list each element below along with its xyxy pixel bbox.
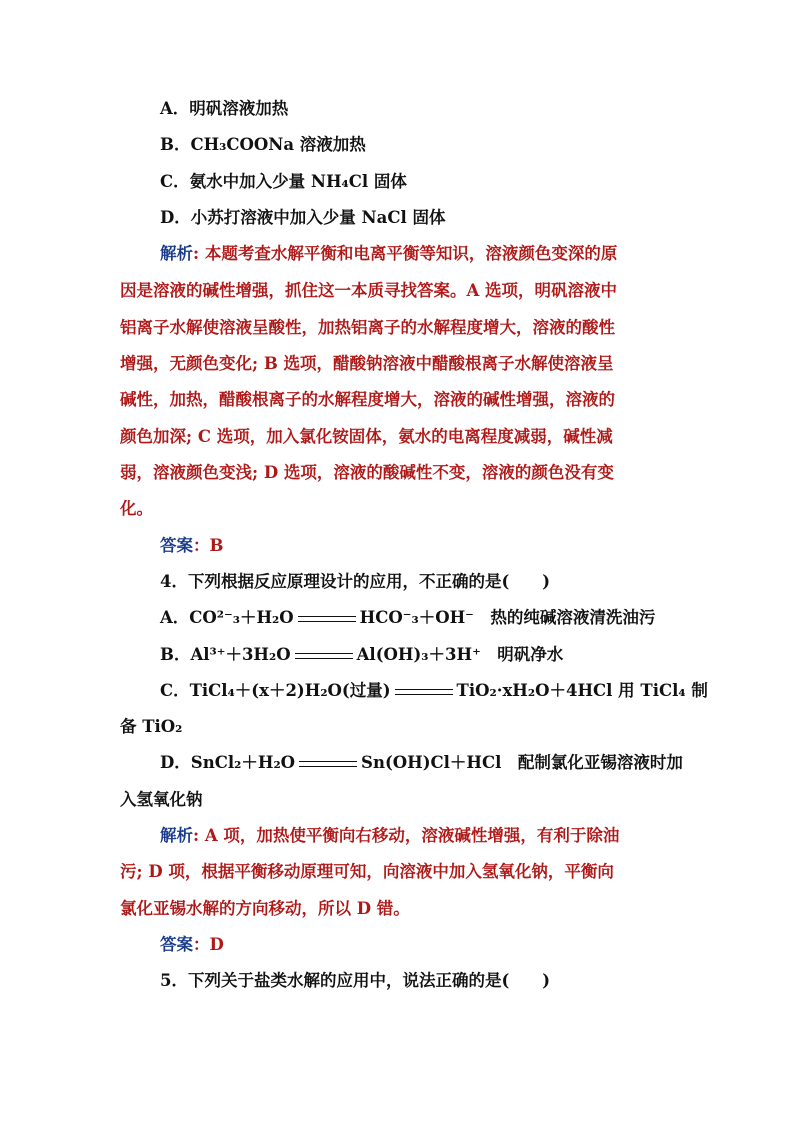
q3-option-d: D．小苏打溶液中加入少量 NaCl 固体 [160, 208, 446, 227]
q3-analysis-line-1: 解析: 本题考查水解平衡和电离平衡等知识，溶液颜色变深的原 [160, 244, 618, 263]
q3-analysis-line-2: 因是溶液的碱性增强，抓住这一本质寻找答案。A 选项，明矾溶液中 [120, 281, 618, 300]
q4-stem: 4．下列根据反应原理设计的应用，不正确的是( ) [160, 572, 551, 591]
q3-option-c: C．氨水中加入少量 NH₄Cl 固体 [160, 172, 407, 191]
q3-analysis-line-8: 化。 [120, 499, 153, 518]
equilibrium-arrow-icon [299, 759, 357, 769]
q4-analysis-line-3: 氯化亚锡水解的方向移动，所以 D 错。 [120, 899, 410, 918]
q4-option-d: D．SnCl₂＋H₂O Sn(OH)Cl＋HCl 配制氯化亚锡溶液时加 [160, 753, 683, 772]
answer-label: 答案 [160, 536, 193, 555]
q3-analysis-line-5: 碱性，加热，醋酸根离子的水解程度增大，溶液的碱性增强，溶液的 [120, 390, 615, 409]
analysis-label: 解析 [160, 826, 193, 845]
answer-label: 答案 [160, 935, 193, 954]
q3-analysis-line-6: 颜色加深; C 选项，加入氯化铵固体，氨水的电离程度减弱，碱性减 [120, 427, 613, 446]
q4-option-d-cont: 入氢氧化钠 [120, 790, 203, 809]
equilibrium-arrow-icon [295, 651, 353, 661]
answer-value: ：D [193, 935, 224, 954]
q3-analysis-line-4: 增强，无颜色变化; B 选项，醋酸钠溶液中醋酸根离子水解使溶液呈 [120, 354, 614, 373]
q4-analysis-line-1: 解析: A 项，加热使平衡向右移动，溶液碱性增强，有利于除油 [160, 826, 620, 845]
q3-analysis-line-3: 铝离子水解使溶液呈酸性，加热铝离子的水解程度增大，溶液的酸性 [120, 318, 615, 337]
q4-option-c-cont: 备 TiO₂ [120, 717, 183, 736]
answer-value: ：B [193, 536, 224, 555]
q5-stem: 5．下列关于盐类水解的应用中，说法正确的是( ) [160, 971, 551, 990]
q3-option-b: B．CH₃COONa 溶液加热 [160, 135, 366, 154]
q3-answer [160, 535, 720, 557]
q4-option-c: C．TiCl₄＋(x＋2)H₂O(过量) TiO₂·xH₂O＋4HCl 用 TiCl₄ 制 [160, 681, 708, 700]
q3-analysis-line-7: 弱，溶液颜色变浅; D 选项，溶液的酸碱性不变，溶液的颜色没有变 [120, 463, 614, 482]
q4-option-b: B．Al³⁺＋3H₂O Al(OH)₃＋3H⁺ 明矾净水 [160, 645, 564, 664]
q4-option-a: A．CO²⁻₃＋H₂O HCO⁻₃＋OH⁻ 热的纯碱溶液清洗油污 [160, 608, 656, 627]
equilibrium-arrow-icon [298, 614, 356, 624]
q4-answer [160, 934, 720, 956]
equilibrium-arrow-icon [395, 687, 453, 697]
analysis-label: 解析 [160, 244, 193, 263]
q3-option-a: A．明矾溶液加热 [160, 99, 289, 118]
q4-analysis-line-2: 污; D 项，根据平衡移动原理可知，向溶液中加入氢氧化钠，平衡向 [120, 862, 614, 881]
